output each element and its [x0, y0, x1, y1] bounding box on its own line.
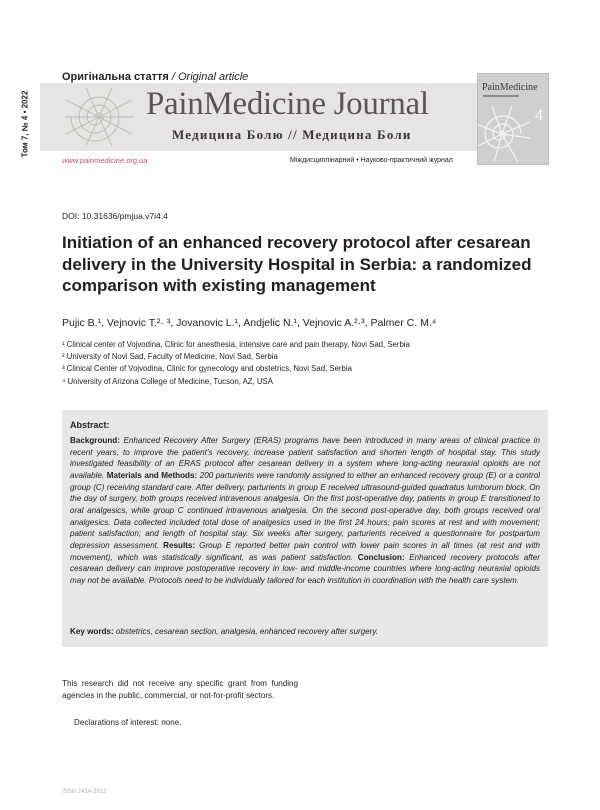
volume-strip: [16, 88, 34, 160]
conclusion-label: Conclusion:: [357, 552, 405, 562]
journal-subtitle: Медицина Болю // Медицина Боли: [172, 127, 412, 142]
results-label: Results:: [163, 540, 196, 550]
journal-website-link[interactable]: www.painmedicine.org.ua: [62, 156, 148, 165]
article-type: [62, 71, 248, 83]
keywords: [70, 627, 540, 636]
abstract-text: [70, 435, 540, 587]
funding-statement: This research did not receive any specific grant from funding agencies in the public, commercial, or not-for-profit sectors.: [62, 679, 298, 700]
background-label: Background:: [70, 436, 120, 445]
affiliations: [62, 339, 542, 388]
article-type-ua: Оригінальна стаття: [62, 71, 169, 83]
results-text: Group E reported better pain control with lower pain scores in all times (at rest and with movement), which was statistically significant, as was patient satisfaction.: [70, 540, 540, 562]
cover-subtitle-rule: [483, 95, 519, 97]
affiliation-item: ² University of Novi Sad, Faculty of Medicine, Novi Sad, Serbia: [62, 352, 278, 362]
affiliation-item: ³ Clinical Center of Vojvodina, Clinic for gynecology and obstetrics, Novi Sad, Serbia: [62, 364, 352, 374]
article-type-sep: /: [168, 71, 178, 83]
article-type-en: Original article: [178, 71, 249, 83]
cover-title: PainMedicine: [482, 82, 538, 93]
methods-text: 200 parturients were randomly assigned to either an enhanced recovery group (E) or a control group (C) receiving standard care. After delivery, parturients in group E received ultrasound-guided quadratus lumborum block. On the day of surgery, both groups received intravenous analgesia. On the first post-operative day, patients in group E transitioned to oral analgesics, while group C continued intravenous analgesia. On the second post-operative day, both groups received oral analgesics. Data collected included total dose of analgesics used in the first 24 hours; pain scores at rest and with movement; patient satisfaction; and length of hospital stay. Six weeks after surgery, parturients received a questionnaire for postpartum depression assessment.: [70, 470, 540, 550]
journal-tagline: Міждисциплінарний • Науково-практичний журнал: [290, 157, 453, 164]
methods-label: Materials and Methods:: [106, 470, 198, 480]
interest-declaration: Declarations of interest: none.: [74, 718, 182, 727]
authors: Pujic B.¹, Vejnovic T.²· ³, Jovanovic L.¹, Andjelic N.¹, Vejnovic A.²·³, Palmer C. M.⁴: [62, 317, 437, 329]
abstract-heading: Abstract:: [70, 420, 110, 430]
issn: ISSN 2414-3812: [62, 789, 107, 795]
cover-issue-number: 4: [535, 107, 543, 124]
conclusion-text: Enhanced recovery protocols after cesarean delivery can improve postoperative recovery in low- and middle-income countries where long-acting neuraxial opioids may not be available. Protocols need to be individually tailored for each institution in coordination with the health care system.: [70, 552, 540, 585]
affiliation-item: ⁴ University of Arizona College of Medicine, Tucson, AZ, USA: [62, 376, 273, 386]
keywords-text: obstetrics, cesarean section, analgesia, enhanced recovery after surgery.: [113, 627, 379, 636]
journal-cover-thumbnail: [477, 73, 549, 165]
shell-logo-icon: [62, 86, 136, 148]
cover-shell-icon: [477, 104, 532, 164]
article-title: Initiation of an enhanced recovery protocol after cesarean delivery in the University Hospital in Serbia: a randomized comparison with existing management: [62, 233, 532, 295]
background-text: Enhanced Recovery After Surgery (ERAS) programs have been introduced in many areas of clinical practice in recent years, to improve the patient’s recovery, increase patient satisfaction and shorten length of hospital stay. This study investigated feasibility of an ERAS protocol after cesarean delivery in a system where long-acting neuraxial opioids are not available.: [70, 436, 540, 480]
affiliation-item: ¹ Clinical center of Vojvodina, Clinic for anesthesia, intensive care and pain therapy, Novi Sad, Serbia: [62, 340, 410, 349]
keywords-label: Key words:: [70, 627, 114, 636]
journal-name: PainMedicine Journal: [146, 86, 429, 122]
doi[interactable]: DOI: 10.31636/pmjua.v7i4.4: [62, 211, 168, 221]
volume-label: Том 7, № 4 • 2022: [20, 90, 30, 158]
